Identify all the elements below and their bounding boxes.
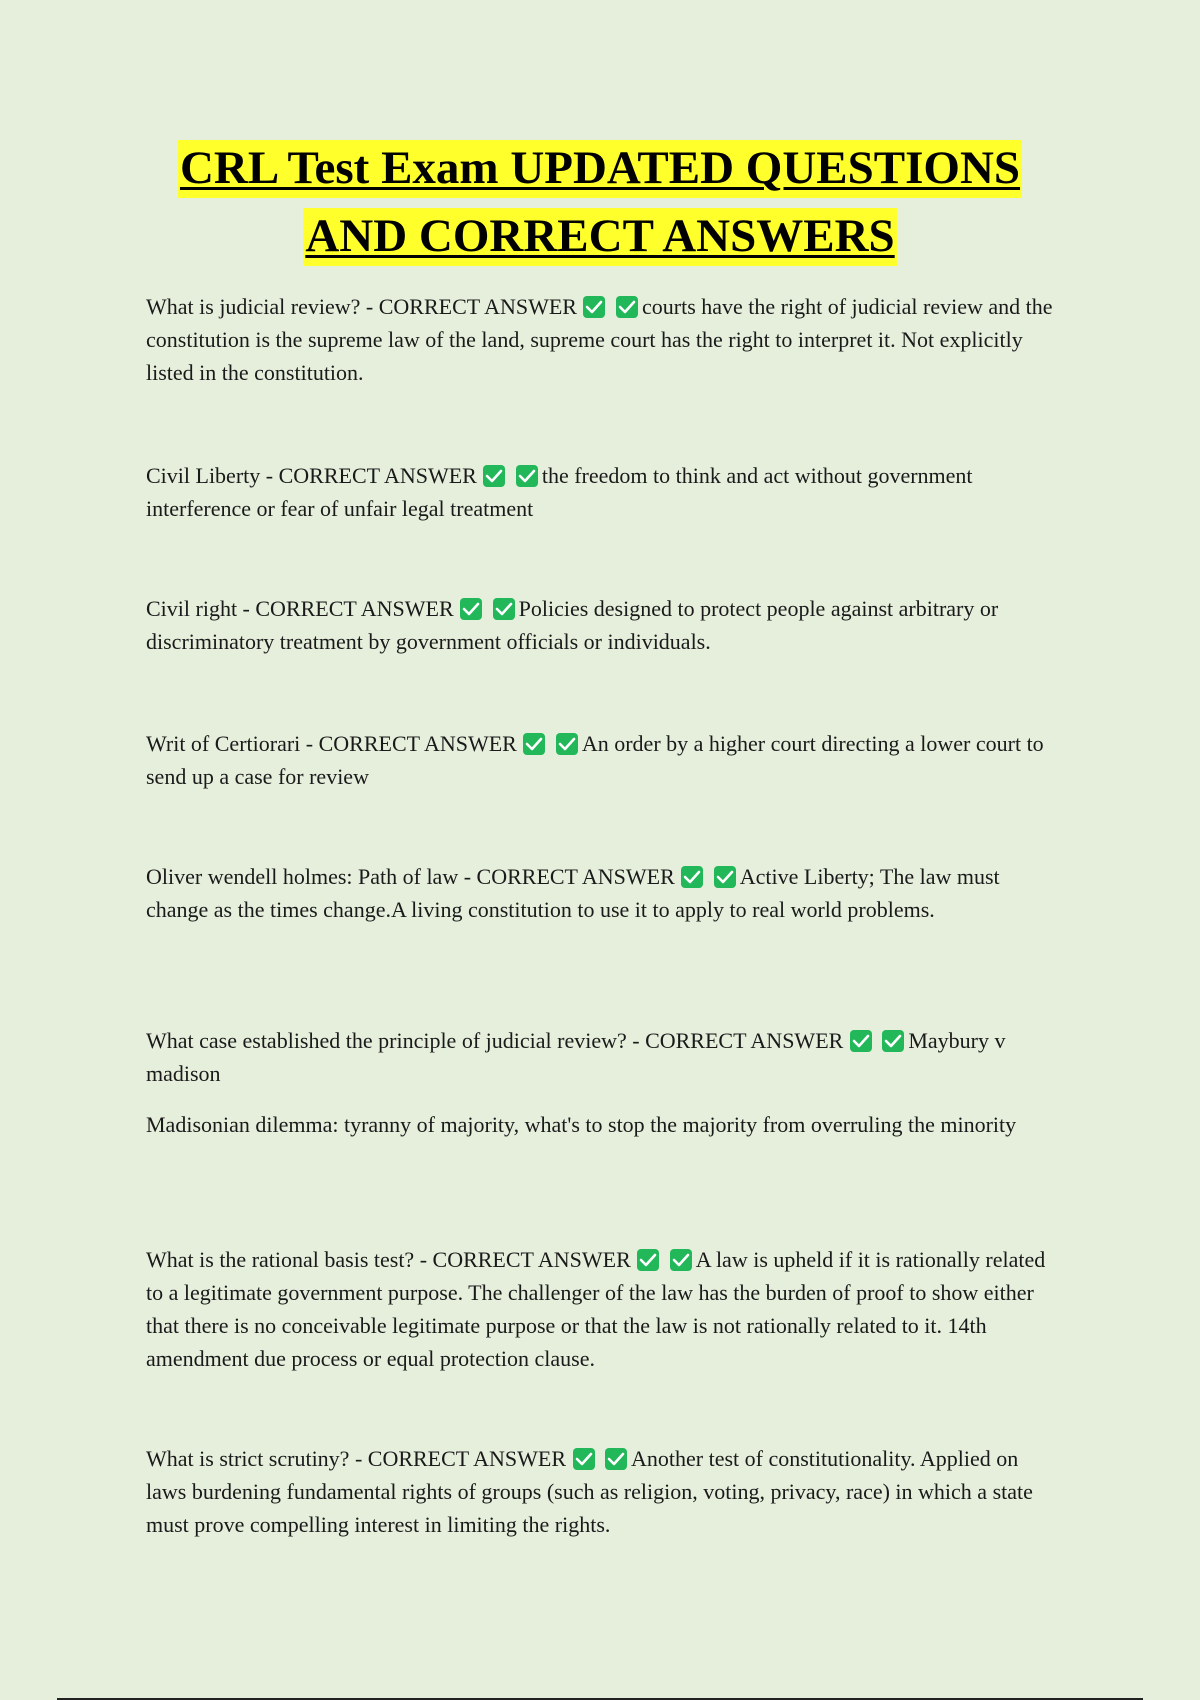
check-mark-icon bbox=[573, 1448, 595, 1470]
question-text: What is the rational basis test? - CORRECT ANSWER bbox=[146, 1247, 631, 1272]
qa-item bbox=[146, 592, 1056, 658]
answer-text: Another test of constitutionality. Applied on laws burdening fundamental rights of groups (such as religion, voting, privacy, race) in which a state must prove compelling interest in limiting the rights. bbox=[146, 1446, 1033, 1537]
qa-item bbox=[146, 727, 1056, 793]
title-line-1: CRL Test Exam UPDATED QUESTIONS bbox=[178, 140, 1022, 198]
qa-item bbox=[146, 1243, 1056, 1375]
question-text: What is strict scrutiny? - CORRECT ANSWER bbox=[146, 1446, 567, 1471]
answer-text: A law is upheld if it is rationally related to a legitimate government purpose. The challenger of the law has the burden of proof to show either that there is no conceivable legitimate purpose or that the law is not rationally related to it. 14th amendment due process or equal protection clause. bbox=[146, 1247, 1046, 1371]
answer-text: courts have the right of judicial review and the constitution is the supreme law of the land, supreme court has the right to interpret it. Not explicitly listed in the constitution. bbox=[146, 294, 1053, 385]
check-mark-icon bbox=[523, 733, 545, 755]
qa-item bbox=[146, 459, 1056, 525]
answer-text: Policies designed to protect people against arbitrary or discriminatory treatment by government officials or individuals. bbox=[146, 596, 999, 654]
answer-text: Active Liberty; The law must change as the times change.A living constitution to use it to apply to real world problems. bbox=[146, 864, 1000, 922]
question-text: Civil right - CORRECT ANSWER bbox=[146, 596, 454, 621]
check-mark-icon bbox=[493, 598, 515, 620]
question-text: Oliver wendell holmes: Path of law - CORRECT ANSWER bbox=[146, 864, 675, 889]
check-mark-icon bbox=[850, 1030, 872, 1052]
answer-text: Maybury v madison bbox=[146, 1028, 1006, 1086]
answer-text: the freedom to think and act without government interference or fear of unfair legal treatment bbox=[146, 463, 973, 521]
qa-item bbox=[146, 290, 1056, 389]
qa-item bbox=[146, 1024, 1056, 1090]
check-mark-icon bbox=[460, 598, 482, 620]
question-text: What is judicial review? - CORRECT ANSWER bbox=[146, 294, 577, 319]
question-text: Writ of Certiorari - CORRECT ANSWER bbox=[146, 731, 517, 756]
check-mark-icon bbox=[483, 465, 505, 487]
check-mark-icon bbox=[637, 1249, 659, 1271]
document-title bbox=[0, 140, 1200, 276]
qa-item bbox=[146, 1442, 1056, 1541]
check-mark-icon bbox=[616, 296, 638, 318]
note-text: Madisonian dilemma: tyranny of majority, what's to stop the majority from overruling the minority bbox=[146, 1112, 1017, 1137]
question-text: Civil Liberty - CORRECT ANSWER bbox=[146, 463, 477, 488]
qa-item bbox=[146, 860, 1056, 926]
check-mark-icon bbox=[882, 1030, 904, 1052]
check-mark-icon bbox=[516, 465, 538, 487]
check-mark-icon bbox=[556, 733, 578, 755]
title-line-2: AND CORRECT ANSWERS bbox=[303, 208, 896, 266]
check-mark-icon bbox=[605, 1448, 627, 1470]
question-text: What case established the principle of judicial review? - CORRECT ANSWER bbox=[146, 1028, 844, 1053]
check-mark-icon bbox=[714, 866, 736, 888]
note-paragraph bbox=[146, 1108, 1056, 1141]
check-mark-icon bbox=[583, 296, 605, 318]
check-mark-icon bbox=[681, 866, 703, 888]
answer-text: An order by a higher court directing a lower court to send up a case for review bbox=[146, 731, 1044, 789]
check-mark-icon bbox=[670, 1249, 692, 1271]
